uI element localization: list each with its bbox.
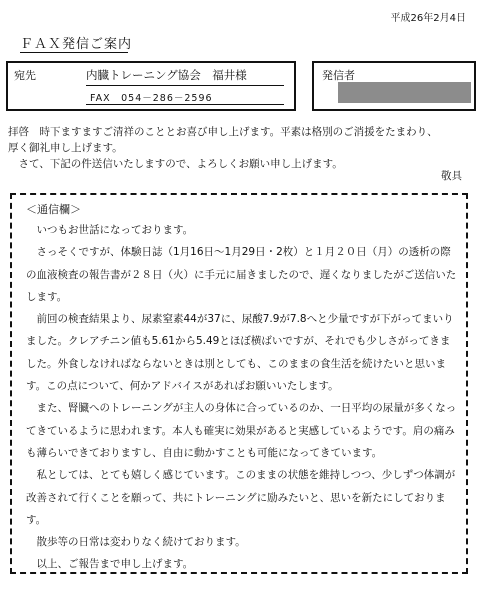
message-paragraph: また、腎臓へのトレーニングが主人の身体に合っているのか、一日平均の尿量が多くなってきているように思われます。本人も確実に効果があると実感しているようです。肩の痛みも薄らいできておりますし、自由に動かすことも可能になってきています。 xyxy=(26,402,457,459)
sender-label: 発信者 xyxy=(322,69,355,82)
greeting-line: 拝啓 時下ますますご清祥のこととお喜び申し上げます。平素は格別のご消援をたまわり、 xyxy=(8,126,438,138)
message-paragraph: いつもお世話になっております。 xyxy=(36,224,194,236)
document-title: ＦＡＸ発信ご案内 xyxy=(20,37,133,52)
message-paragraph: 前回の検査結果より、尿素窒素44が37に、尿酸7.9が7.8へと少量ですが下がってまいりました。クレアチニン値も5.61から5.49とほぼ横ばいですが、それでも少しさがってきました。外食しなければならないときは別としても、このままの食生活を続けたいと思います。この点について、何かアドバイスがあればお願いいたします。 xyxy=(26,313,454,393)
message-paragraph: 以上、ご報告まで申し上げます。 xyxy=(36,558,194,571)
recipient-label: 宛先 xyxy=(14,69,36,82)
recipient-name-underline xyxy=(86,85,284,86)
greeting-text xyxy=(8,124,472,172)
sender-box xyxy=(312,61,476,111)
message-box xyxy=(10,193,468,574)
recipient-name: 内臓トレーニング協会 福井様 xyxy=(86,68,247,82)
message-body xyxy=(26,219,458,576)
recipient-fax-underline xyxy=(86,104,284,105)
document-date: 平成26年2月4日 xyxy=(390,13,466,24)
message-paragraph: 私としては、とても嬉しく感じています。このままの状態を維持しつつ、少しずつ体調が改善されて行くことを願って、共にトレーニングに励みたいと、思いを新たにしております。 xyxy=(26,469,456,526)
message-paragraph: 散歩等の日常は変わりなく続けております。 xyxy=(36,536,246,549)
greeting-line: 厚く御礼申し上げます。 xyxy=(8,142,123,154)
recipient-box xyxy=(6,61,296,111)
recipient-fax-number: FAX 054－286－2596 xyxy=(90,93,213,104)
message-title: ＜通信欄＞ xyxy=(26,203,81,216)
greeting-line: さて、下記の件送信いたしますので、よろしくお願い申し上げます。 xyxy=(18,158,343,170)
sender-redaction xyxy=(338,82,471,103)
title-underline xyxy=(20,52,128,53)
message-paragraph: さっそくですが、体験日誌（1月16日～1月29日・2枚）と１月２０日（月）の透析の際の血液検査の報告書が２８日（火）に手元に届きましたので、遅くなりましたがご送信いたします。 xyxy=(26,246,457,303)
closing-keigu: 敬具 xyxy=(441,170,462,182)
